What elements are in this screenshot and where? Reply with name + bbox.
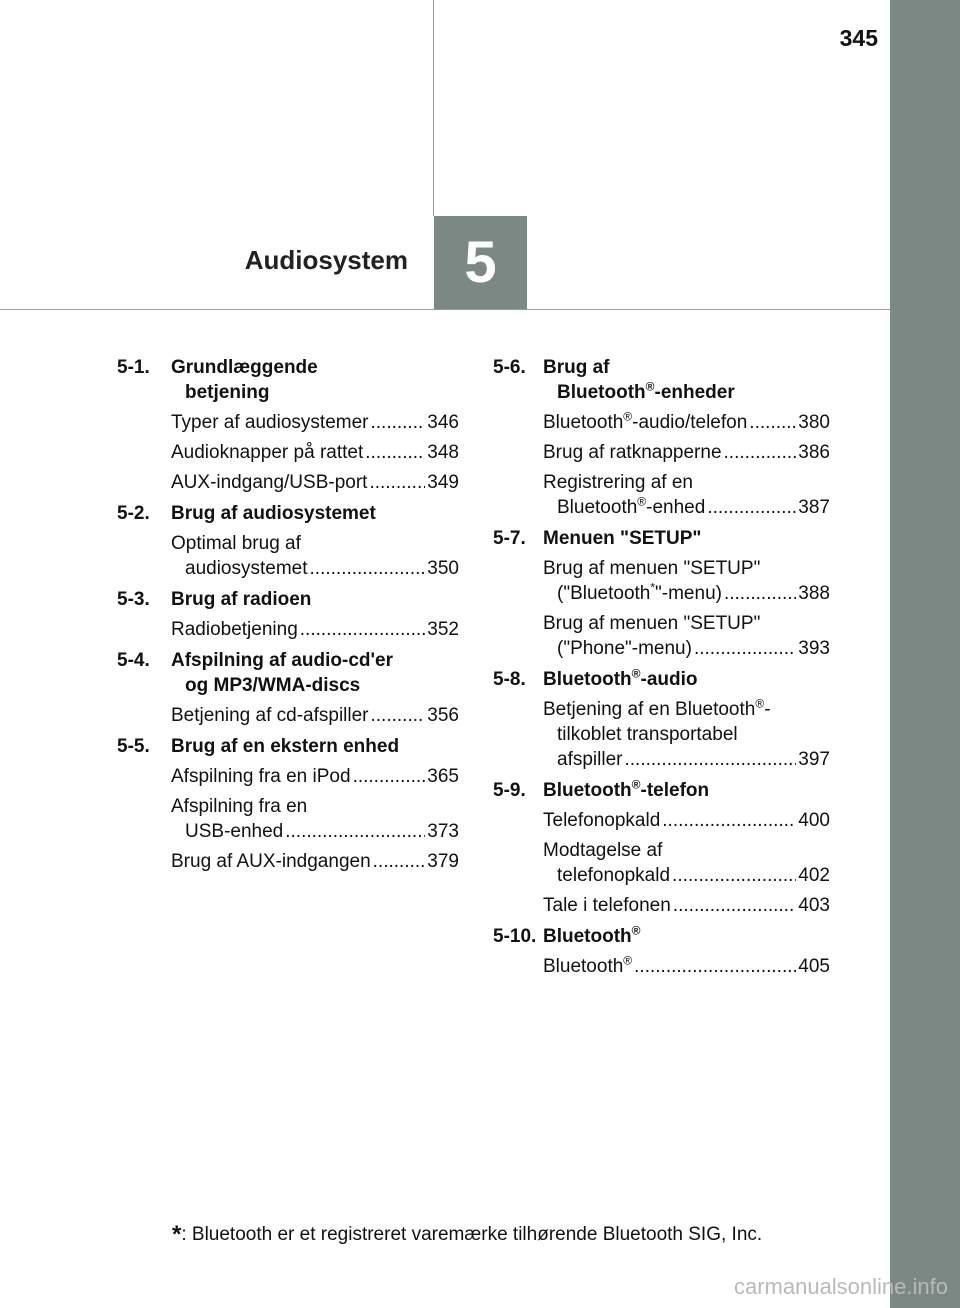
toc-section <box>117 501 459 581</box>
entry-page-number: 373 <box>427 821 459 842</box>
watermark: carmanualsonline.info <box>733 1274 948 1299</box>
entry-title: ("Phone"-menu) <box>557 638 692 659</box>
dot-leader <box>707 495 796 520</box>
entry-title-line: Brug af menuen "SETUP" <box>543 613 761 634</box>
toc-section <box>117 734 459 874</box>
entry-page-number: 349 <box>427 472 459 493</box>
entry-page-number: 388 <box>798 583 830 604</box>
entry-page-number: 348 <box>427 442 459 463</box>
toc-entry[interactable] <box>171 764 459 789</box>
entry-title: Betjening af cd-afspiller <box>171 705 369 726</box>
dot-leader <box>634 954 796 979</box>
entry-title-line: Optimal brug af <box>171 533 301 554</box>
entry-page-number: 403 <box>798 895 830 916</box>
entry-title-line: Brug af menuen "SETUP" <box>543 558 761 579</box>
section-number: 5-4. <box>117 650 150 671</box>
toc-entry[interactable] <box>171 440 459 465</box>
entry-page-number: 352 <box>427 619 459 640</box>
section-title: Menuen "SETUP" <box>543 528 702 549</box>
entry-title-line: Afspilning fra en <box>171 796 308 817</box>
toc-entry[interactable] <box>543 697 830 772</box>
footnote <box>172 1221 763 1248</box>
section-number: 5-6. <box>493 357 526 378</box>
toc-entry[interactable] <box>543 954 830 979</box>
chapter-number: 5 <box>464 230 497 295</box>
entry-title: Bluetooth®-enhed <box>557 494 706 518</box>
entry-title: Radiobetjening <box>171 619 298 640</box>
toc-section <box>117 648 459 728</box>
dot-leader <box>369 470 425 495</box>
toc-section <box>493 924 830 979</box>
chapter-side-tab <box>890 0 960 1308</box>
entry-title: Bluetooth® <box>543 953 633 977</box>
section-heading <box>493 355 830 405</box>
entry-title: audiosystemet <box>185 558 308 579</box>
toc-section <box>493 355 830 520</box>
entry-title: afspiller <box>557 749 623 770</box>
chapter-number-box <box>434 216 527 309</box>
section-number: 5-9. <box>493 780 526 801</box>
entry-title-line: tilkoblet transportabel <box>557 724 738 745</box>
toc-entry[interactable] <box>543 410 830 435</box>
entry-page-number: 365 <box>427 766 459 787</box>
toc-section <box>117 355 459 495</box>
toc-entry[interactable] <box>543 556 830 606</box>
entry-page-number: 387 <box>798 497 830 518</box>
section-title: Bluetooth®-audio <box>543 666 698 690</box>
dot-leader <box>353 764 426 789</box>
entry-title: Brug af AUX-indgangen <box>171 851 371 872</box>
section-heading <box>493 667 830 692</box>
dot-leader <box>694 636 796 661</box>
dot-leader <box>310 556 426 581</box>
dot-leader <box>371 703 426 728</box>
section-heading <box>117 734 459 759</box>
entry-title-line: Registrering af en <box>543 472 693 493</box>
toc-entry[interactable] <box>543 893 830 918</box>
entry-page-number: 386 <box>798 442 830 463</box>
section-title: Brug af audiosystemet <box>171 503 376 524</box>
entry-title: Bluetooth®-audio/telefon <box>543 409 748 433</box>
section-heading <box>117 501 459 526</box>
toc-left-column <box>117 355 459 880</box>
entry-title: Telefonopkald <box>543 810 661 831</box>
section-heading <box>493 924 830 949</box>
entry-title-line: Modtagelse af <box>543 840 663 861</box>
dot-leader <box>370 410 425 435</box>
section-number: 5-1. <box>117 357 150 378</box>
entry-title: Afspilning fra en iPod <box>171 766 351 787</box>
dot-leader <box>672 863 796 888</box>
section-title: Brug af en ekstern enhed <box>171 736 400 757</box>
toc-entry[interactable] <box>171 470 459 495</box>
section-title: Brug af radioen <box>171 589 312 610</box>
entry-title: ("Bluetooth*"-menu) <box>557 580 722 604</box>
section-number: 5-3. <box>117 589 150 610</box>
section-title: Afspilning af audio-cd'er og MP3/WMA-discs <box>171 650 393 696</box>
dot-leader <box>624 747 796 772</box>
section-title: Bluetooth® <box>543 923 641 947</box>
toc-entry[interactable] <box>171 617 459 642</box>
toc-entry[interactable] <box>543 470 830 520</box>
section-heading <box>117 587 459 612</box>
section-number: 5-2. <box>117 503 150 524</box>
section-title: Grundlæggende betjening <box>171 357 318 403</box>
section-number: 5-5. <box>117 736 150 757</box>
toc-entry[interactable] <box>171 703 459 728</box>
dot-leader <box>662 808 796 833</box>
dot-leader <box>749 410 796 435</box>
dot-leader <box>365 440 425 465</box>
entry-page-number: 400 <box>798 810 830 831</box>
entry-page-number: 405 <box>798 956 830 977</box>
entry-page-number: 346 <box>427 412 459 433</box>
dot-leader <box>673 893 796 918</box>
toc-section <box>493 526 830 661</box>
entry-title: Tale i telefonen <box>543 895 671 916</box>
section-number: 5-10. <box>493 926 537 947</box>
entry-page-number: 356 <box>427 705 459 726</box>
horizontal-rule <box>0 309 890 310</box>
dot-leader <box>724 440 797 465</box>
entry-page-number: 402 <box>798 865 830 886</box>
entry-title: USB-enhed <box>185 821 284 842</box>
toc-entry[interactable] <box>171 849 459 874</box>
entry-title: telefonopkald <box>557 865 671 886</box>
toc-entry[interactable] <box>171 794 459 844</box>
dot-leader <box>285 819 425 844</box>
toc-entry[interactable] <box>543 808 830 833</box>
toc-entry[interactable] <box>171 531 459 581</box>
toc-entry[interactable] <box>543 440 830 465</box>
footnote-marker: * <box>172 1221 182 1248</box>
entry-page-number: 380 <box>798 412 830 433</box>
dot-leader <box>373 849 426 874</box>
vertical-rule <box>433 0 434 216</box>
entry-page-number: 350 <box>427 558 459 579</box>
section-heading <box>493 526 830 551</box>
toc-entry[interactable] <box>543 611 830 661</box>
footnote-text: : Bluetooth er et registreret varemærke tilhørende Bluetooth SIG, Inc. <box>181 1224 763 1245</box>
entry-title: AUX-indgang/USB-port <box>171 472 368 493</box>
entry-page-number: 393 <box>798 638 830 659</box>
dot-leader <box>300 617 426 642</box>
toc-entry[interactable] <box>543 838 830 888</box>
toc-section <box>493 778 830 918</box>
toc-section <box>117 587 459 642</box>
dot-leader <box>724 581 796 606</box>
toc-right-column <box>493 355 830 985</box>
entry-page-number: 379 <box>427 851 459 872</box>
entry-title: Typer af audiosystemer <box>171 412 369 433</box>
section-title: Brug af Bluetooth®-enheder <box>543 357 735 403</box>
section-heading <box>493 778 830 803</box>
section-title: Bluetooth®-telefon <box>543 777 710 801</box>
entry-title: Brug af ratknapperne <box>543 442 722 463</box>
toc-section <box>493 667 830 772</box>
section-heading <box>117 648 459 698</box>
page-number: 345 <box>839 25 878 51</box>
entry-title: Audioknapper på rattet <box>171 442 364 463</box>
chapter-title: Audiosystem <box>244 245 408 275</box>
section-number: 5-7. <box>493 528 526 549</box>
section-number: 5-8. <box>493 669 526 690</box>
toc-entry[interactable] <box>171 410 459 435</box>
entry-title-line: Betjening af en Bluetooth®- <box>543 696 771 720</box>
section-heading <box>117 355 459 405</box>
entry-page-number: 397 <box>798 749 830 770</box>
